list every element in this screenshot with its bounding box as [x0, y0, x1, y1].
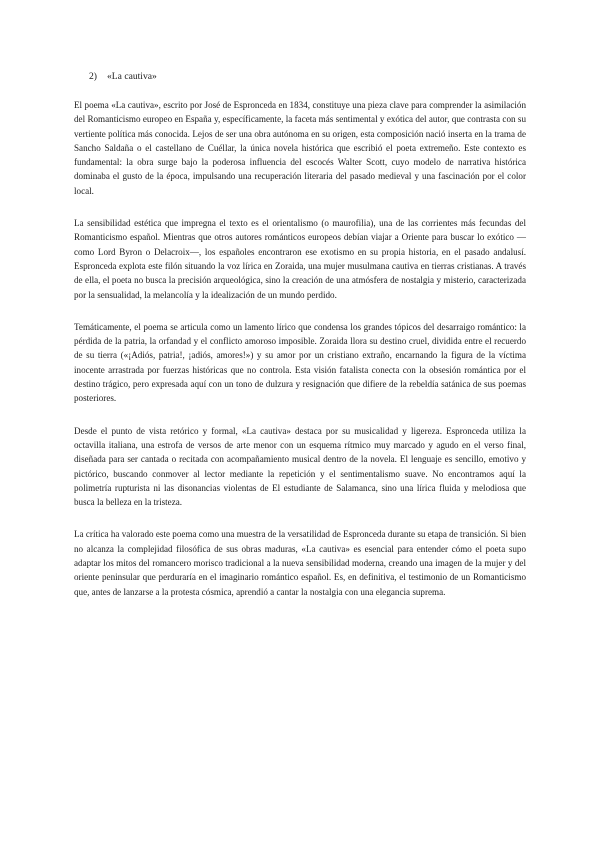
paragraph-2: La sensibilidad estética que impregna el texto es el orientalismo (o maurofilia), una de las corrientes más fecundas del Romanticismo español. Mientras que otros autores románticos europeos debían viajar a Oriente para buscar lo exótico —como Lord Byron o Delacroix—, los españoles encontraron ese exotismo en su propia historia, en el pasado andalusí. Espronceda explota este filón situando la voz lírica en Zoraida, una mujer musulmana cautiva en tierras cristianas. A través de ella, el poeta no busca la precisión arqueológica, sino la creación de una atmósfera de nostalgia y misterio, caracterizada por la sensualidad, la melancolía y la idealización de un mundo perdido. [74, 218, 526, 300]
section-title: «La cautiva» [107, 71, 157, 82]
paragraph-1: El poema «La cautiva», escrito por José de Espronceda en 1834, constituye una pieza clave para comprender la asimilación del Romanticismo europeo en España y, específicamente, la faceta más sentimental y exótica del autor, que contrasta con su vertiente política más conocida. Lejos de ser una obra autónoma en su origen, esta composición nació inserta en la trama de Sancho Saldaña o el castellano de Cuéllar, la única novela histórica que escribió el poeta extremeño. Este contexto es fundamental: la obra surge bajo la poderosa influencia del escocés Walter Scott, cuyo modelo de narrativa histórica dominaba el gusto de la época, impulsando una recuperación literaria del pasado medieval y una fascinación por el color local. [74, 100, 526, 196]
section-heading [89, 70, 526, 84]
paragraph-3: Temáticamente, el poema se articula como un lamento lírico que condensa los grandes tópicos del desarraigo romántico: la pérdida de la patria, la orfandad y el conflicto amoroso imposible. Zoraida llora su destino cruel, dividida entre el recuerdo de su tierra («¡Adiós, patria!, ¡adiós, amores!») y su amor por un cristiano extraño, encarnando la figura de la víctima inocente arrastrada por fuerzas históricas que no controla. Esta visión fatalista conecta con la obsesión romántica por el destino trágico, pero expresada aquí con un tono de dulzura y resignación que difiere de la rebeldía satánica de sus poemas posteriores. [74, 321, 526, 404]
section-number: 2) [89, 71, 97, 82]
document-page [74, 70, 526, 617]
paragraph-4: Desde el punto de vista retórico y formal, «La cautiva» destaca por su musicalidad y ligereza. Espronceda utiliza la octavilla italiana, una estrofa de versos de arte menor con un esquema rítmico muy marcado y agudo en el verso final, diseñada para ser cantada o recitada con acompañamiento musical dentro de la novela. El lenguaje es sencillo, emotivo y pictórico, buscando conmover al lector mediante la repetición y el sentimentalismo suave. No encontramos aquí la polimetría rupturista ni las disonancias violentas de El estudiante de Salamanca, sino una lírica fluida y melodiosa que busca la belleza en la tristeza. [74, 425, 526, 508]
paragraph-5: La crítica ha valorado este poema como una muestra de la versatilidad de Espronceda durante su etapa de transición. Si bien no alcanza la complejidad filosófica de sus obras maduras, «La cautiva» es esencial para entender cómo el poeta supo adaptar los mitos del romancero morisco tradicional a la nueva sensibilidad moderna, creando una imagen de la mujer y del oriente peninsular que perduraría en el imaginario romántico español. Es, en definitiva, el testimonio de un Romanticismo que, antes de lanzarse a la protesta cósmica, aprendió a cantar la nostalgia con una elegancia suprema. [74, 529, 526, 597]
